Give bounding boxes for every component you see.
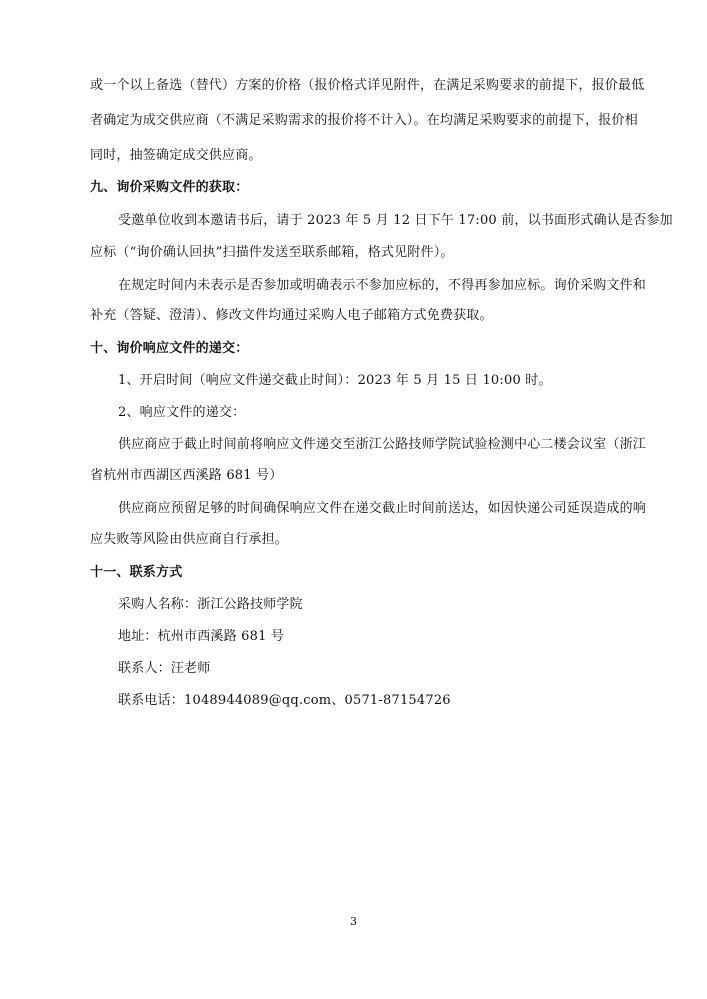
- contact-purchaser: 采购人名称：浙江公路技师学院: [118, 597, 303, 612]
- paragraph-line-9: 2、响应文件的递交：: [118, 405, 246, 420]
- paragraph-line-5: 应标（“询价确认回执”扫描件发送至联系邮箱，格式见附件）。: [90, 245, 454, 260]
- paragraph-line-3: 同时，抽签确定成交供应商。: [90, 148, 262, 163]
- section-heading-10: 十、询价响应文件的递交：: [90, 341, 249, 356]
- section-heading-9: 九、询价采购文件的获取：: [90, 180, 249, 195]
- paragraph-line-11: 省杭州市西湖区西溪路 681 号）: [90, 468, 283, 483]
- page-number: 3: [350, 915, 357, 928]
- paragraph-line-6: 在规定时间内未表示是否参加或明确表示不参加应标的，不得再参加应标。询价采购文件和: [118, 278, 647, 293]
- paragraph-line-1: 或一个以上备选（替代）方案的价格（报价格式详见附件，在满足采购要求的前提下，报价最低: [90, 78, 645, 93]
- paragraph-line-2: 者确定为成交供应商（不满足采购需求的报价将不计入）。在均满足采购要求的前提下，报价相: [90, 113, 638, 128]
- paragraph-line-8: 1、开启时间（响应文件递交截止时间）：2023 年 5 月 15 日 10:00 时。: [118, 373, 552, 388]
- paragraph-line-13: 应失败等风险由供应商自行承担。: [90, 532, 289, 547]
- contact-phone: 联系电话：1048944089@qq.com、0571-87154726: [118, 693, 451, 708]
- paragraph-line-10: 供应商应于截止时间前将响应文件递交至浙江公路技师学院试验检测中心二楼会议室（浙江: [118, 437, 647, 452]
- paragraph-line-7: 补充（答疑、澄清）、修改文件均通过采购人电子邮箱方式免费获取。: [90, 308, 493, 323]
- contact-person: 联系人：汪老师: [118, 661, 211, 676]
- section-heading-11: 十一、联系方式: [90, 565, 183, 580]
- paragraph-line-12: 供应商应预留足够的时间确保响应文件在递交截止时间前送达，如因快递公司延误造成的响: [118, 501, 647, 516]
- contact-address: 地址：杭州市西溪路 681 号: [118, 629, 285, 644]
- paragraph-line-4: 受邀单位收到本邀请书后，请于 2023 年 5 月 12 日下午 17:00 前，以书面形式确认是否参加: [118, 213, 673, 228]
